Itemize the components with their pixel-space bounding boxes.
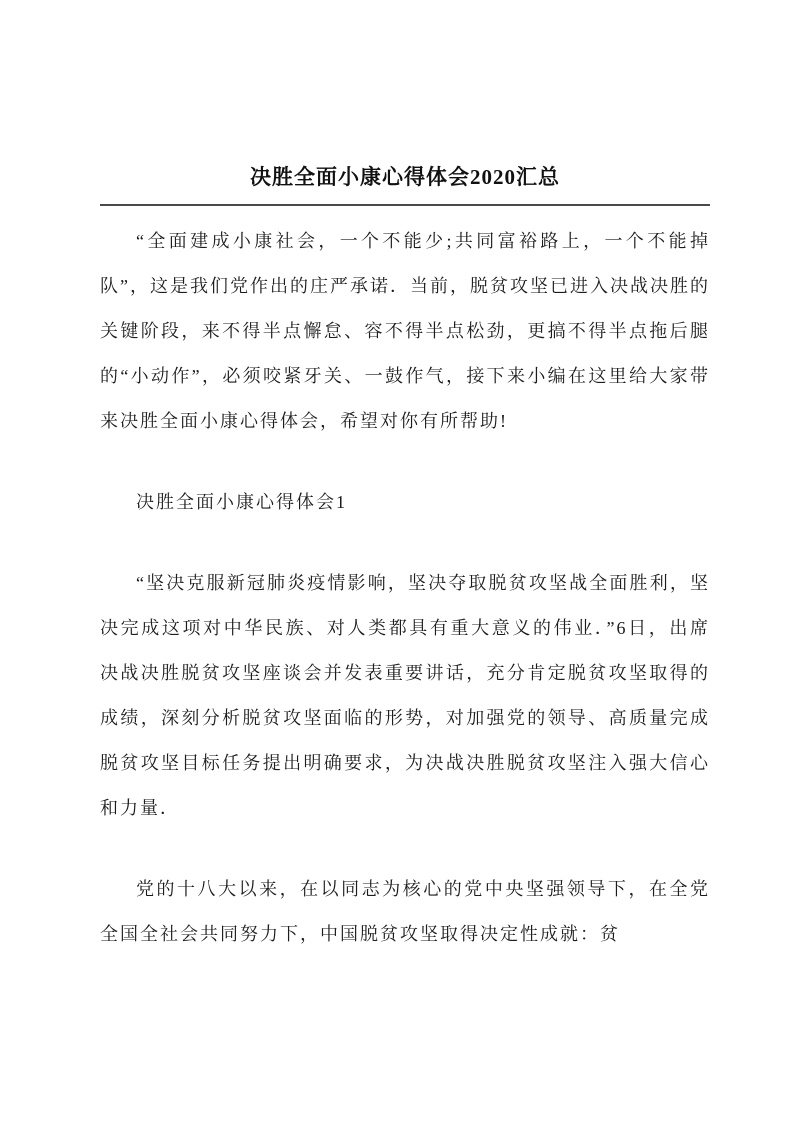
- paragraph-body-1: “坚决克服新冠肺炎疫情影响，坚决夺取脱贫攻坚战全面胜利，坚决完成这项对中华民族、对人类都具有重大意义的伟业．”6日，出席决战决胜脱贫攻坚座谈会并发表重要讲话，充分肯定脱贫攻坚取得的成绩，深刻分析脱贫攻坚面临的形势，对加强党的领导、高质量完成脱贫攻坚目标任务提出明确要求，为决战决胜脱贫攻坚注入强大信心和力量．: [100, 573, 710, 818]
- paragraph-intro: “全面建成小康社会，一个不能少;共同富裕路上，一个不能掉队”，这是我们党作出的庄严承诺．当前，脱贫攻坚已进入决战决胜的关键阶段，来不得半点懈怠、容不得半点松劲，更搞不得半点拖后腿的“小动作”，必须咬紧牙关、一鼓作气，接下来小编在这里给大家带来决胜全面小康心得体会，希望对你有所帮助!: [100, 231, 710, 431]
- document-title: 决胜全面小康心得体会2020汇总: [250, 165, 560, 189]
- title-divider: [100, 204, 710, 206]
- section-heading-1: 决胜全面小康心得体会1: [136, 492, 347, 512]
- paragraph-body-2: 党的十八大以来，在以同志为核心的党中央坚强领导下，在全党全国全社会共同努力下，中国脱贫攻坚取得决定性成就：贫: [100, 879, 710, 944]
